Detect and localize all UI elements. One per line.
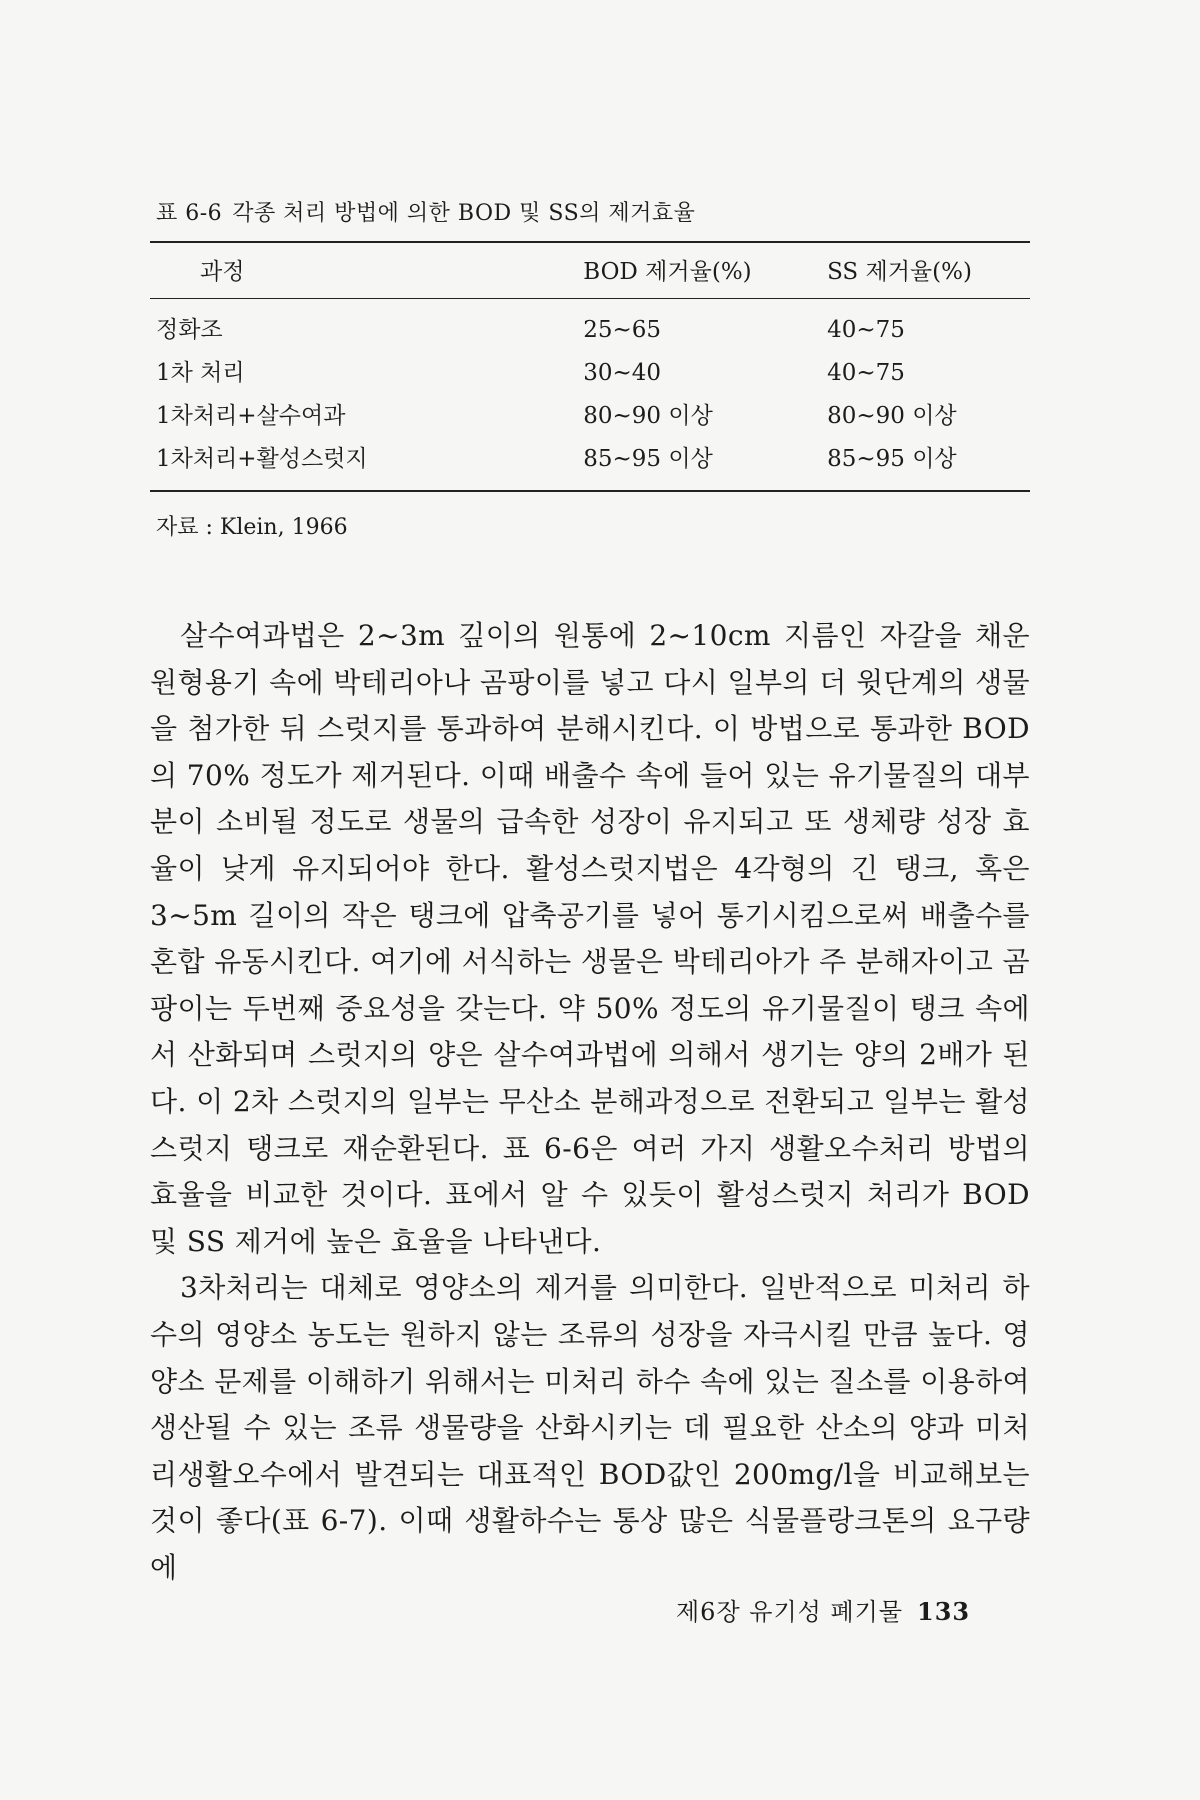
cell-process: 1차처리+살수여과 (156, 403, 346, 429)
table-caption-label: 표 6-6 (156, 201, 223, 226)
cell-process: 정화조 (156, 317, 223, 343)
removal-efficiency-table (150, 241, 1030, 492)
page-content (150, 196, 1030, 1591)
table-caption (156, 196, 1030, 227)
table-row (150, 438, 1030, 491)
cell-process: 1차처리+활성스럿지 (150, 438, 583, 491)
header-bod: BOD 제거율(%) (583, 242, 827, 299)
cell-bod: 85~95 이상 (583, 438, 827, 491)
chapter-title: 제6장 유기성 폐기물 (676, 1598, 903, 1626)
page-footer (676, 1592, 970, 1627)
cell-bod: 25~65 (583, 317, 662, 343)
cell-ss: 40~75 (827, 360, 905, 386)
cell-ss: 40~75 (827, 317, 905, 343)
header-process: 과정 (150, 242, 583, 299)
table-caption-text: 각종 처리 방법에 의한 BOD 및 SS의 제거효율 (232, 201, 696, 226)
cell-bod: 30~40 (583, 360, 662, 386)
cell-bod: 80~90 이상 (583, 403, 713, 429)
header-ss: SS 제거율(%) (827, 242, 1030, 299)
table-row (150, 299, 1030, 353)
table-source: 자료 : Klein, 1966 (156, 515, 348, 540)
table-row (150, 352, 1030, 395)
page-number: 133 (917, 1597, 971, 1626)
cell-ss: 80~90 이상 (827, 403, 957, 429)
table-header-row (150, 242, 1030, 299)
table-row (150, 395, 1030, 438)
cell-process: 1차 처리 (156, 360, 245, 386)
paragraph: 3차처리는 대체로 영양소의 제거를 의미한다. 일반적으로 미처리 하수의 영양소 농도는 원하지 않는 조류의 성장을 자극시킬 만큼 높다. 영양소 문제를 이해하기 위해서는 미처리 하수 속에 있는 질소를 이용하여 생산될 수 있는 조류 생물량을 산화시키는 데 필요한 산소의 양과 미처리생활오수에서 발견되는 대표적인 BOD값인 200mg/l을 비교해보는 것이 좋다(표 6-7). 이때 생활하수는 통상 많은 식물플랑크톤의 요구량에 (150, 1271, 1030, 1584)
paragraph: 살수여과법은 2~3m 깊이의 원통에 2~10cm 지름인 자갈을 채운 원형용기 속에 박테리아나 곰팡이를 넣고 다시 일부의 더 윗단계의 생물을 첨가한 뒤 스럿지를 통과하여 분해시킨다. 이 방법으로 통과한 BOD의 70% 정도가 제거된다. 이때 배출수 속에 들어 있는 유기물질의 대부분이 소비될 정도로 생물의 급속한 성장이 유지되고 또 생체량 성장 효율이 낮게 유지되어야 한다. 활성스럿지법은 4각형의 긴 탱크, 혹은 3~5m 길이의 작은 탱크에 압축공기를 넣어 통기시킴으로써 배출수를 혼합 유동시킨다. 여기에 서식하는 생물은 박테리아가 주 분해자이고 곰팡이는 두번째 중요성을 갖는다. 약 50% 정도의 유기물질이 탱크 속에서 산화되며 스럿지의 양은 살수여과법에 의해서 생기는 양의 2배가 된다. 이 2차 스럿지의 일부는 무산소 분해과정으로 전환되고 일부는 활성스럿지 탱크로 재순환된다. 표 6-6은 여러 가지 생활오수처리 방법의 효율을 비교한 것이다. 표에서 알 수 있듯이 활성스럿지 처리가 BOD 및 SS 제거에 높은 효율을 나타낸다. (150, 619, 1030, 1258)
body-text (150, 613, 1030, 1591)
cell-ss: 85~95 이상 (827, 438, 1030, 491)
